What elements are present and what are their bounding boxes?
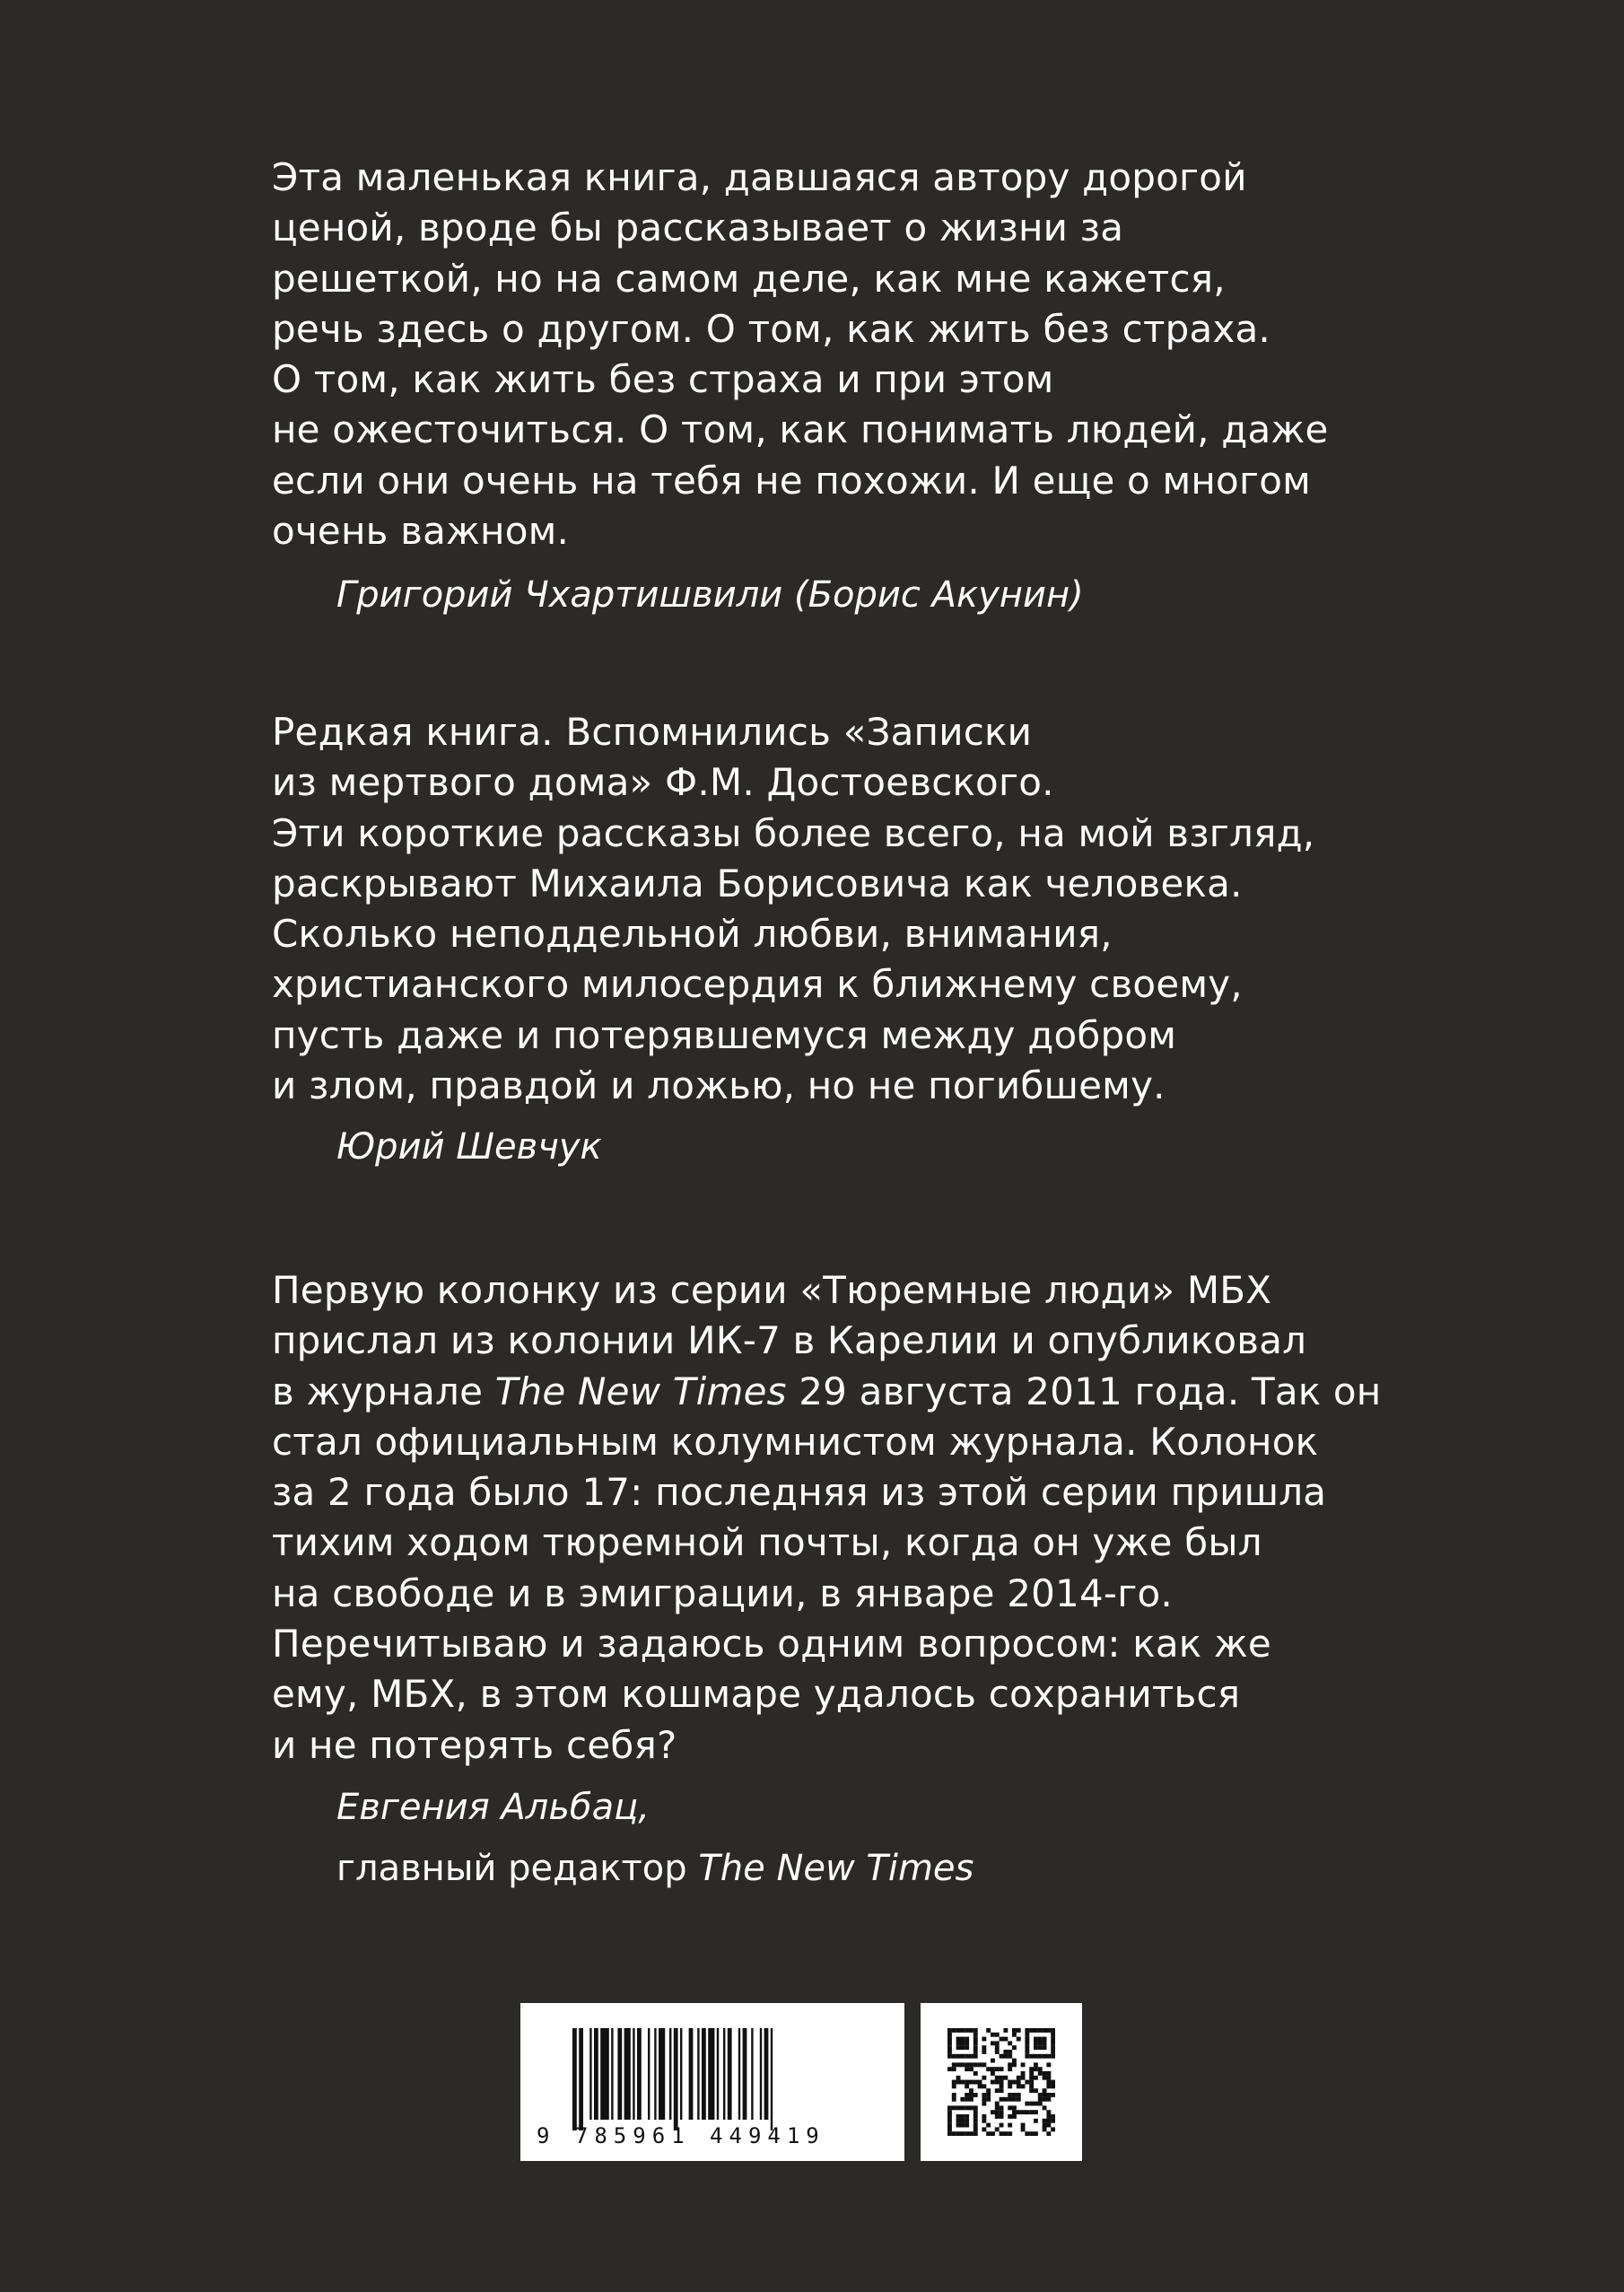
quote-line: христианского милосердия к ближнему своему,: [272, 962, 1243, 1007]
magazine-title: The New Times: [494, 1369, 787, 1413]
quote-attribution-role: [272, 1844, 1384, 1893]
quote-text: [272, 707, 1384, 1111]
quote-akunin: [272, 153, 1384, 619]
quote-line: если они очень на тебя не похожи. И еще о многом: [272, 458, 1311, 503]
magazine-title: The New Times: [698, 1847, 974, 1889]
quote-line: Первую колонку из серии «Тюремные люди» МБХ: [272, 1268, 1272, 1312]
quote-line: очень важном.: [272, 509, 570, 554]
quote-line: речь здесь о другом. О том, как жить без страха.: [272, 306, 1270, 351]
quote-line: из мертвого дома» Ф.М. Достоевского.: [272, 760, 1054, 805]
quote-shevchuk: [272, 707, 1384, 1171]
quote-line: [272, 1367, 1384, 1417]
quote-line: на свободе и в эмиграции, в январе 2014-го.: [272, 1570, 1173, 1615]
isbn-barcode: [520, 2003, 904, 2161]
quote-line: Эта маленькая книга, давшаяся автору дорогой: [272, 155, 1247, 199]
isbn-digits: 9 785961 449419: [537, 2123, 825, 2148]
quote-line: раскрывают Михаила Борисовича как человека.: [272, 861, 1243, 905]
quote-line: и злом, правдой и ложью, но не погибшему.: [272, 1063, 1166, 1108]
quote-attribution: Евгения Альбац,: [336, 1786, 650, 1828]
quote-attribution: Григорий Чхартишвили (Борис Акунин): [336, 574, 1084, 617]
quote-line: Эти короткие рассказы более всего, на мой взгляд,: [272, 810, 1315, 855]
qr-code-pattern: [947, 2028, 1055, 2136]
quote-albats: [272, 1265, 1384, 1893]
quote-line: Редкая книга. Вспомнились «Записки: [272, 710, 1033, 754]
quote-line: пусть даже и потерявшемуся между добром: [272, 1012, 1177, 1057]
quote-line: Перечитываю и задаюсь одним вопросом: как же: [272, 1622, 1271, 1667]
quote-line: Сколько неподдельной любви, внимания,: [272, 912, 1113, 957]
quote-line: тихим ходом тюремной почты, когда он уже был: [272, 1520, 1262, 1565]
quote-line: решеткой, но на самом деле, как мне кажется,: [272, 256, 1226, 301]
quote-text: [272, 1265, 1384, 1771]
quote-line: ему, МБХ, в этом кошмаре удалось сохраниться: [272, 1672, 1241, 1717]
quote-line-part: 29 августа 2011 года. Так он: [786, 1369, 1382, 1413]
qr-code: [921, 2003, 1082, 2161]
attribution-role-text: главный редактор: [336, 1847, 699, 1889]
quote-line: за 2 года было 17: последняя из этой серии пришла: [272, 1470, 1327, 1515]
quote-line: О том, как жить без страха и при этом: [272, 357, 1054, 402]
quote-line-part: в журнале: [272, 1369, 495, 1413]
quote-text: [272, 153, 1384, 556]
quote-line: стал официальным колумнистом журнала. Колонок: [272, 1419, 1319, 1464]
quote-attribution: Юрий Шевчук: [336, 1126, 602, 1168]
quote-line: не ожесточиться. О том, как понимать людей, даже: [272, 407, 1329, 452]
quote-line: прислал из колонии ИК-7 в Карелии и опубликовал: [272, 1318, 1307, 1363]
quote-line: и не потерять себя?: [272, 1722, 677, 1767]
quote-line: ценой, вроде бы рассказывает о жизни за: [272, 206, 1124, 250]
